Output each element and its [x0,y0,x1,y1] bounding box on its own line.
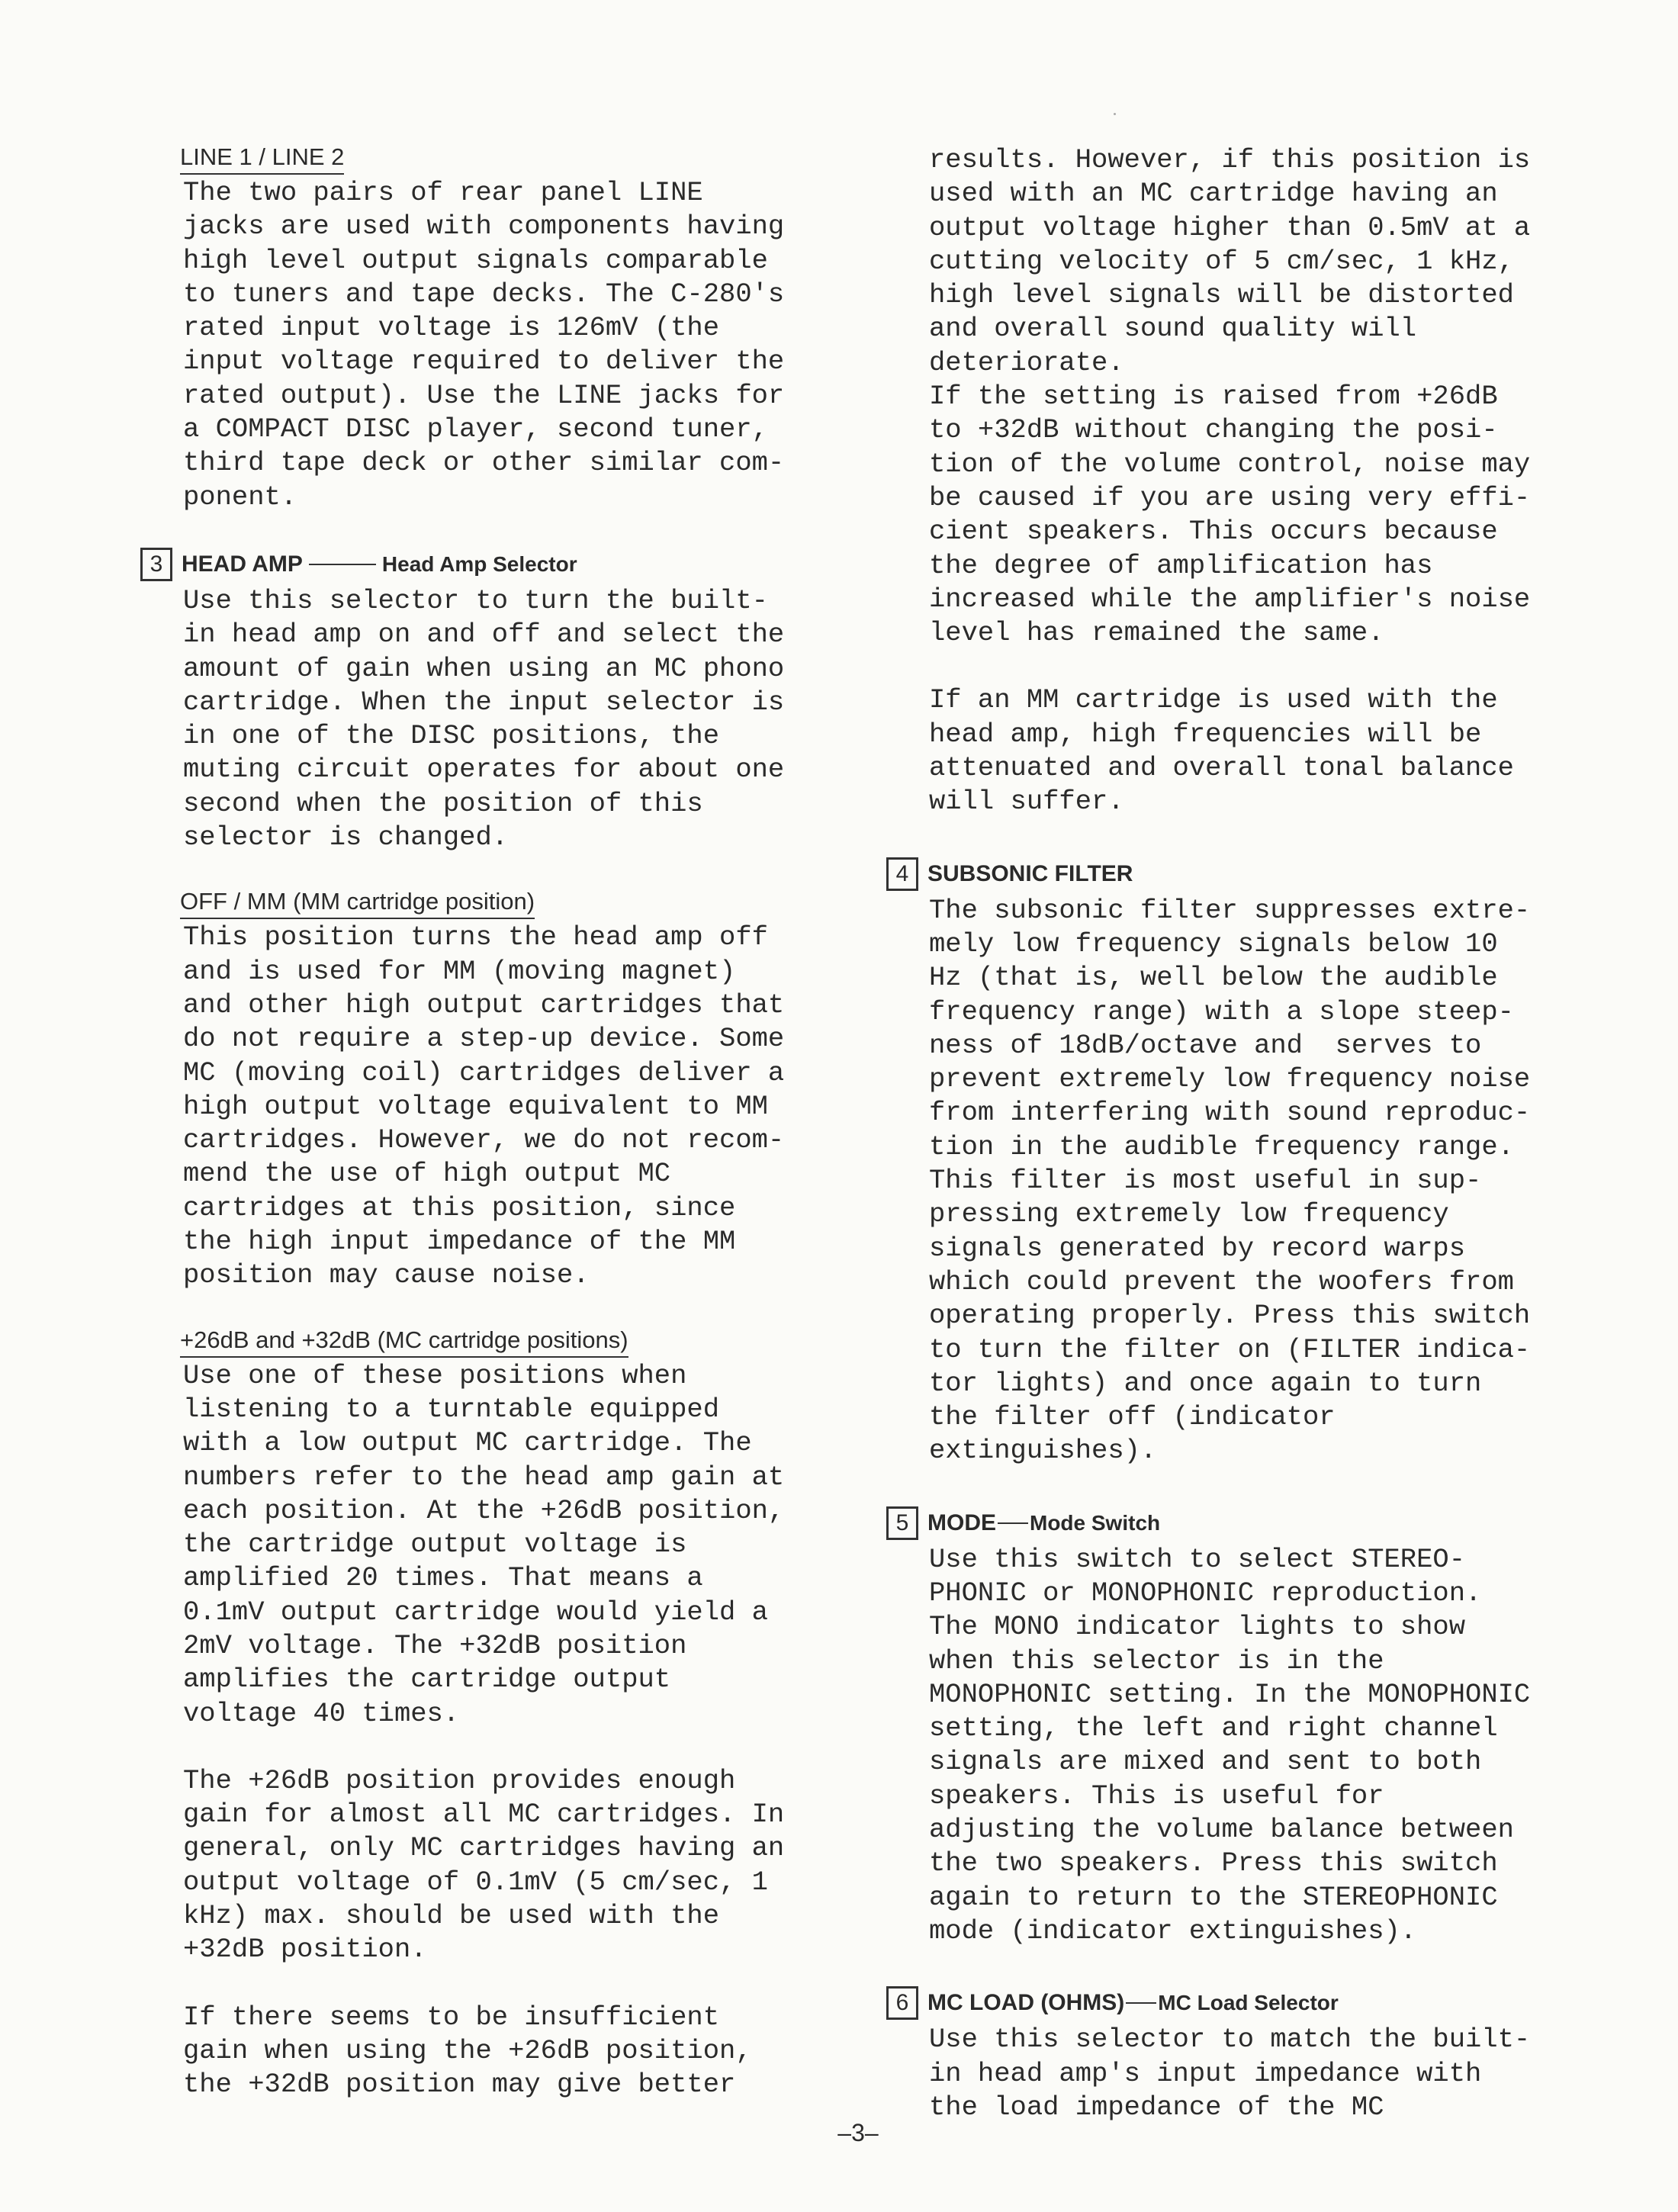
mc-paragraph-2: The +26dB position provides enough gain for almost all MC cartridges. In general, only MC cartridges having an output voltage of 0.1mV (5 cm/sec, 1 kHz) max. should be used with the +32dB position. [183,1764,785,1966]
section-number-box: 5 [886,1506,918,1540]
section-3-heading [140,548,839,581]
section-3-paragraph: Use this selector to turn the built- in head amp on and off and select the amount of gain when using an MC phono cartridge. When the input selector is in one of the DISC positions, the muting circuit operates for about one second when the position of this selector is changed. [183,584,785,854]
offmm-heading: OFF / MM (MM cartridge position) [180,888,535,919]
title-dash [1126,2002,1156,2004]
scan-speck [1114,113,1116,115]
section-4-heading [886,857,1585,891]
line-paragraph: The two pairs of rear panel LINE jacks are used with components having high level output signals comparable to tuners and tape decks. The C-280's rated input voltage is 126mV (the input voltage required to deliver the rated output). Use the LINE jacks for a COMPACT DISC player, second tuner, third tape deck or other similar com- ponent. [183,177,785,513]
section-subtitle: MC Load Selector [1158,1991,1339,2015]
section-title: MODE [927,1509,996,1535]
offmm-paragraph: This position turns the head amp off and is used for MM (moving magnet) and other high output cartridges that do not require a step-up device. Some MC (moving coil) cartridges deliver a high output voltage equivalent to MM cartridges. However, we do not recom- mend the use of high output MC cartridges at this position, since the high input impedance of the MM position may cause noise. [183,921,785,1291]
section-number-box: 6 [886,1986,918,2020]
section-4-paragraph: The subsonic filter suppresses extre- mely low frequency signals below 10 Hz (that is, well below the audible frequency range) with a slope steep- ness of 18dB/octave and serves to prevent extremely low frequency noise from interfering with sound reproduc- tion in the audible frequency range. This filter is most useful in sup- pressing extremely low frequency signals generated by record warps which could prevent the woofers from operating properly. Press this switch to turn the filter on (FILTER indica- tor lights) and once again to turn the filter off (indicator extinguishes). [929,894,1531,1467]
section-title: HEAD AMP [182,551,303,577]
mc-paragraph-1: Use one of these positions when listening to a turntable equipped with a low output MC cartridge. The numbers refer to the head amp gain at each position. At the +26dB position, the cartridge output voltage is amplified 20 times. That means a 0.1mV output cartridge would yield a 2mV voltage. The +32dB position amplifies the cartridge output voltage 40 times. [183,1359,785,1729]
section-subtitle: Head Amp Selector [381,551,577,576]
section-5-paragraph: Use this switch to select STEREO- PHONIC or MONOPHONIC reproduction. The MONO indicator lights to show when this selector is in the MONOPHONIC setting. In the MONOPHONIC setting, the left and right channel signals are mixed and sent to both speakers. This is useful for adjusting the volume balance between the two speakers. Press this switch again to return to the STEREOPHONIC mode (indicator extinguishes). [929,1543,1531,1947]
right-column [895,143,1585,2124]
continued-paragraph-1: results. However, if this position is used with an MC cartridge having an output voltage higher than 0.5mV at a cutting velocity of 5 cm/sec, 1 kHz, high level signals will be distorted and overall sound quality will deteriorate. If the setting is raised from +26dB to +32dB without changing the posi- tion of the volume control, noise may be caused if you are using very effi- cient speakers. This occurs because the degree of amplification has increased while the amplifier's noise level has remained the same. [929,144,1531,649]
section-number-box: 4 [886,857,918,891]
section-title: MC LOAD (OHMS) [927,1990,1125,2016]
section-title: SUBSONIC FILTER [927,860,1133,886]
section-number-box: 3 [140,548,172,581]
section-5-heading [886,1506,1585,1540]
continued-paragraph-2: If an MM cartridge is used with the head amp, high frequencies will be attenuated and overall tonal balance will suffer. [929,684,1514,818]
section-6-heading [886,1986,1585,2020]
page-number: –3– [837,2119,879,2146]
line-heading: LINE 1 / LINE 2 [180,143,344,175]
mc-positions-heading: +26dB and +32dB (MC cartridge positions) [180,1326,628,1358]
mc-paragraph-3: If there seems to be insufficient gain when using the +26dB position, the +32dB position may give better [183,2001,752,2101]
title-dash [998,1522,1028,1524]
title-dash [309,564,376,565]
left-column [149,143,839,2102]
section-subtitle: Mode Switch [1030,1510,1161,1535]
section-6-paragraph: Use this selector to match the built- in head amp's input impedance with the load impedance of the MC [929,2024,1531,2123]
